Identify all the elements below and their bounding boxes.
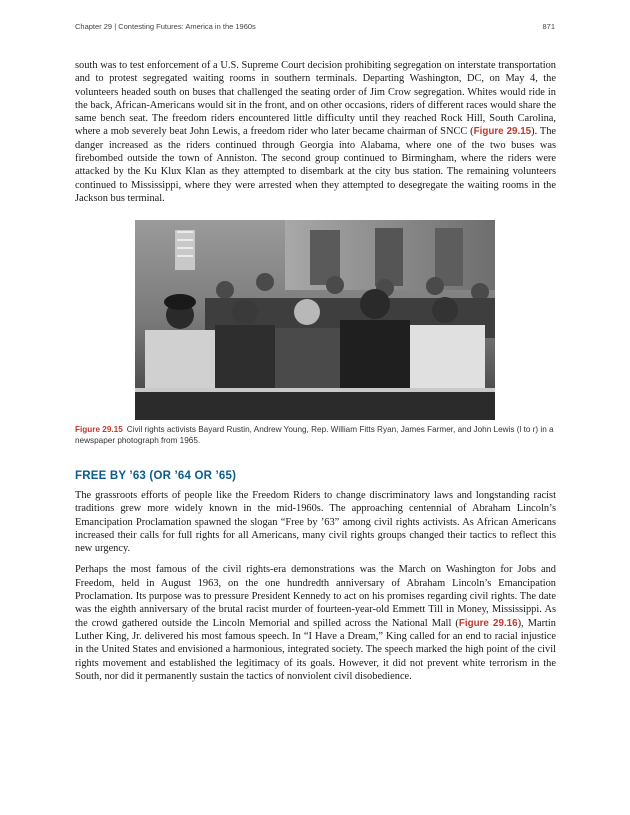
running-header [75, 22, 555, 31]
figure-29-16-link[interactable]: Figure 29.16 [458, 617, 518, 629]
section-body [75, 489, 556, 691]
section-heading: FREE BY ’63 (OR ’64 OR ’65) [75, 470, 237, 482]
figure-caption [75, 424, 556, 446]
chapter-title: Chapter 29 | Contesting Futures: America in the 1960s [75, 22, 256, 31]
section-paragraph-1: The grassroots efforts of people like the Freedom Riders to change discriminatory laws and longstanding racist traditions grew more widely known in the mid-1960s. The approaching centennial of Abraham Lincoln’s Emancipation Proclamation spawned the slogan “Free by ’63” among civil rights activists. As African Americans increased their calls for full rights for all Americans, many civil rights groups changed their tactics to reflect this new urgency. [75, 490, 556, 555]
intro-text-after: ). The danger increased as the riders continued through Georgia into Alabama, where one of the two buses was firebombed outside the town of Anniston. The second group continued to Birmingham, where the riders were attacked by the Ku Klux Klan as they attempted to disembark at the city bus station. The remaining volunteers continued to Mississippi, where they were arrested when they attempted to desegregate the waiting rooms in the Jackson bus terminal. [75, 126, 556, 204]
photo-illustration [135, 220, 495, 420]
para2-text-before: Perhaps the most famous of the civil rights-era demonstrations was the March on Washington for Jobs and Freedom, held in August 1963, on the one hundredth anniversary of Abraham Lincoln’s Emancipation Proclamation. Its purpose was to pressure President Kennedy to act on his promises regarding civil rights. The date was the eighth anniversary of the brutal racist murder of fourteen-year-old Emmett Till in Money, Mississippi. As the crowd gathered outside the Lincoln Memorial and spilled across the National Mall ( [75, 564, 556, 629]
page-number: 871 [542, 22, 555, 31]
figure-caption-text: Civil rights activists Bayard Rustin, Andrew Young, Rep. William Fitts Ryan, James Farmer, and John Lewis (l to r) in a newspaper photograph from 1965. [75, 425, 554, 445]
intro-paragraph [75, 59, 556, 205]
section-paragraph-2 [75, 563, 556, 683]
figure-label: Figure 29.15 [75, 425, 123, 434]
para2-text-after: ), Martin Luther King, Jr. delivered his most famous speech. In “I Have a Dream,” King called for an end to racial injustice in the United States and envisioned a harmonious, integrated society. The speech marked the high point of the civil rights movement and established the legitimacy of its goals. However, it did not prevent white terrorism in the South, nor did it permanently sustain the tactics of nonviolent civil disobedience. [75, 617, 556, 682]
civil-rights-activists-photo [135, 220, 495, 420]
figure-29-15-link[interactable]: Figure 29.15 [473, 126, 532, 138]
intro-text-before: south was to test enforcement of a U.S. Supreme Court decision prohibiting segregation on interstate transportation and to protest segregated waiting rooms in southern terminals. Departing Washington, DC, on May 4, the volunteers headed south on buses that challenged the seating order of Jim Crow segregation. Whites would ride in the back, African-Americans would sit in the front, and on other occasions, riders of different races would share the same bench seat. The freedom riders encountered little difficulty until they reached Rock Hill, South Carolina, where a mob severely beat John Lewis, a freedom rider who later became chairman of SNCC ( [75, 60, 556, 138]
